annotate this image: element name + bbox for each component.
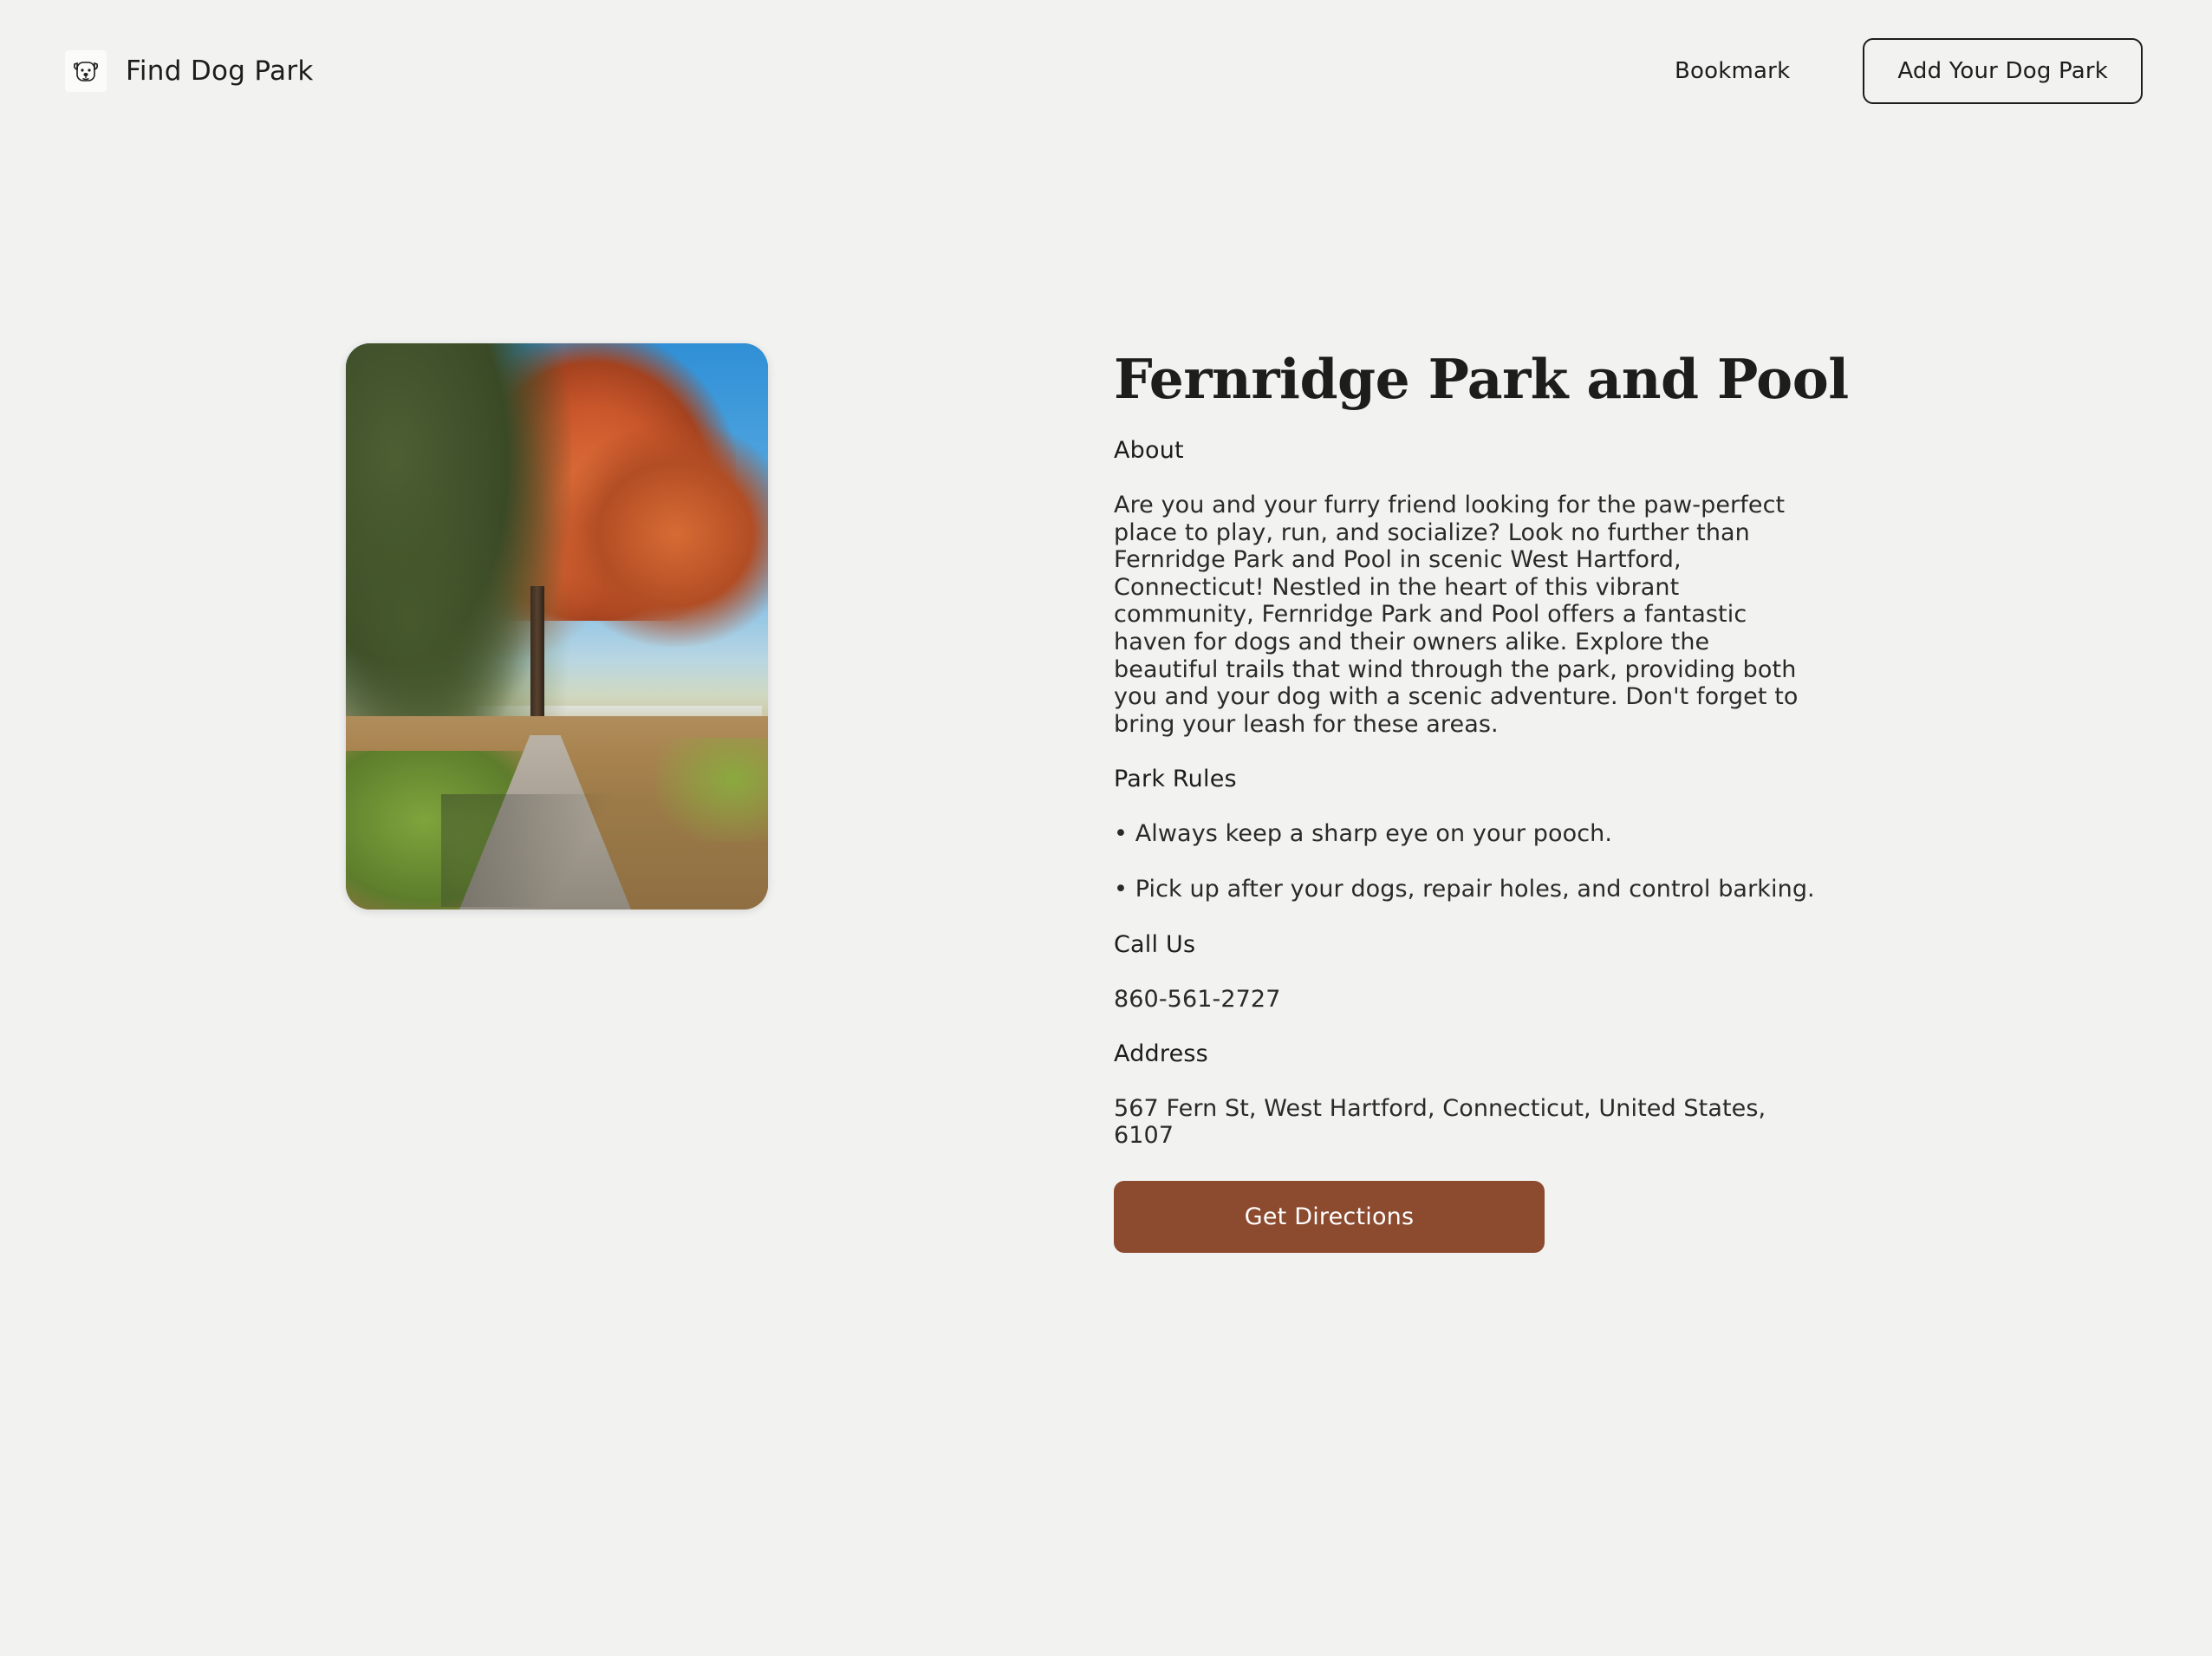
about-text: Are you and your furry friend looking for the paw-perfect place to play, run, and socialize? Look no further than Fernridge Park and Pool in scenic West Hartford, Connecticut! Nestled in the heart of this vibrant community, Fernridge Park and Pool offers a fantastic haven for dogs and their owners alike. Explore the beautiful trails that wind through the park, providing both you and your dog with a scenic adventure. Don't forget to bring your leash for these areas. (1114, 492, 1799, 738)
get-directions-button[interactable]: Get Directions (1114, 1181, 1545, 1253)
park-photo (346, 343, 768, 909)
photo-tree-trunk (530, 586, 544, 738)
park-rules-label: Park Rules (1114, 766, 1237, 793)
dog-face-icon (65, 50, 107, 92)
site-header (0, 0, 2212, 141)
call-us-label: Call Us (1114, 930, 1196, 958)
address-text: 567 Fern St, West Hartford, Connecticut, United States, 6107 (1114, 1094, 1766, 1150)
phone-number[interactable]: 860-561-2727 (1114, 985, 1281, 1013)
park-detail-main (0, 141, 2212, 1253)
park-info-column (1114, 343, 1859, 1253)
park-rule-item: • Always keep a sharp eye on your pooch. (1114, 820, 1613, 848)
nav-bookmark[interactable]: Bookmark (1675, 57, 1791, 84)
about-label: About (1114, 437, 1184, 465)
header-nav (1675, 38, 2143, 104)
brand[interactable] (65, 50, 314, 92)
page-title: Fernridge Park and Pool (1114, 347, 1849, 411)
photo-path-shadow (441, 794, 667, 907)
brand-title: Find Dog Park (126, 55, 314, 87)
add-your-dog-park-button[interactable]: Add Your Dog Park (1863, 38, 2143, 104)
photo-grass-right (655, 738, 768, 842)
park-rule-item: • Pick up after your dogs, repair holes, and control barking. (1114, 875, 1815, 903)
park-photo-column (0, 343, 1114, 909)
address-label: Address (1114, 1040, 1208, 1067)
